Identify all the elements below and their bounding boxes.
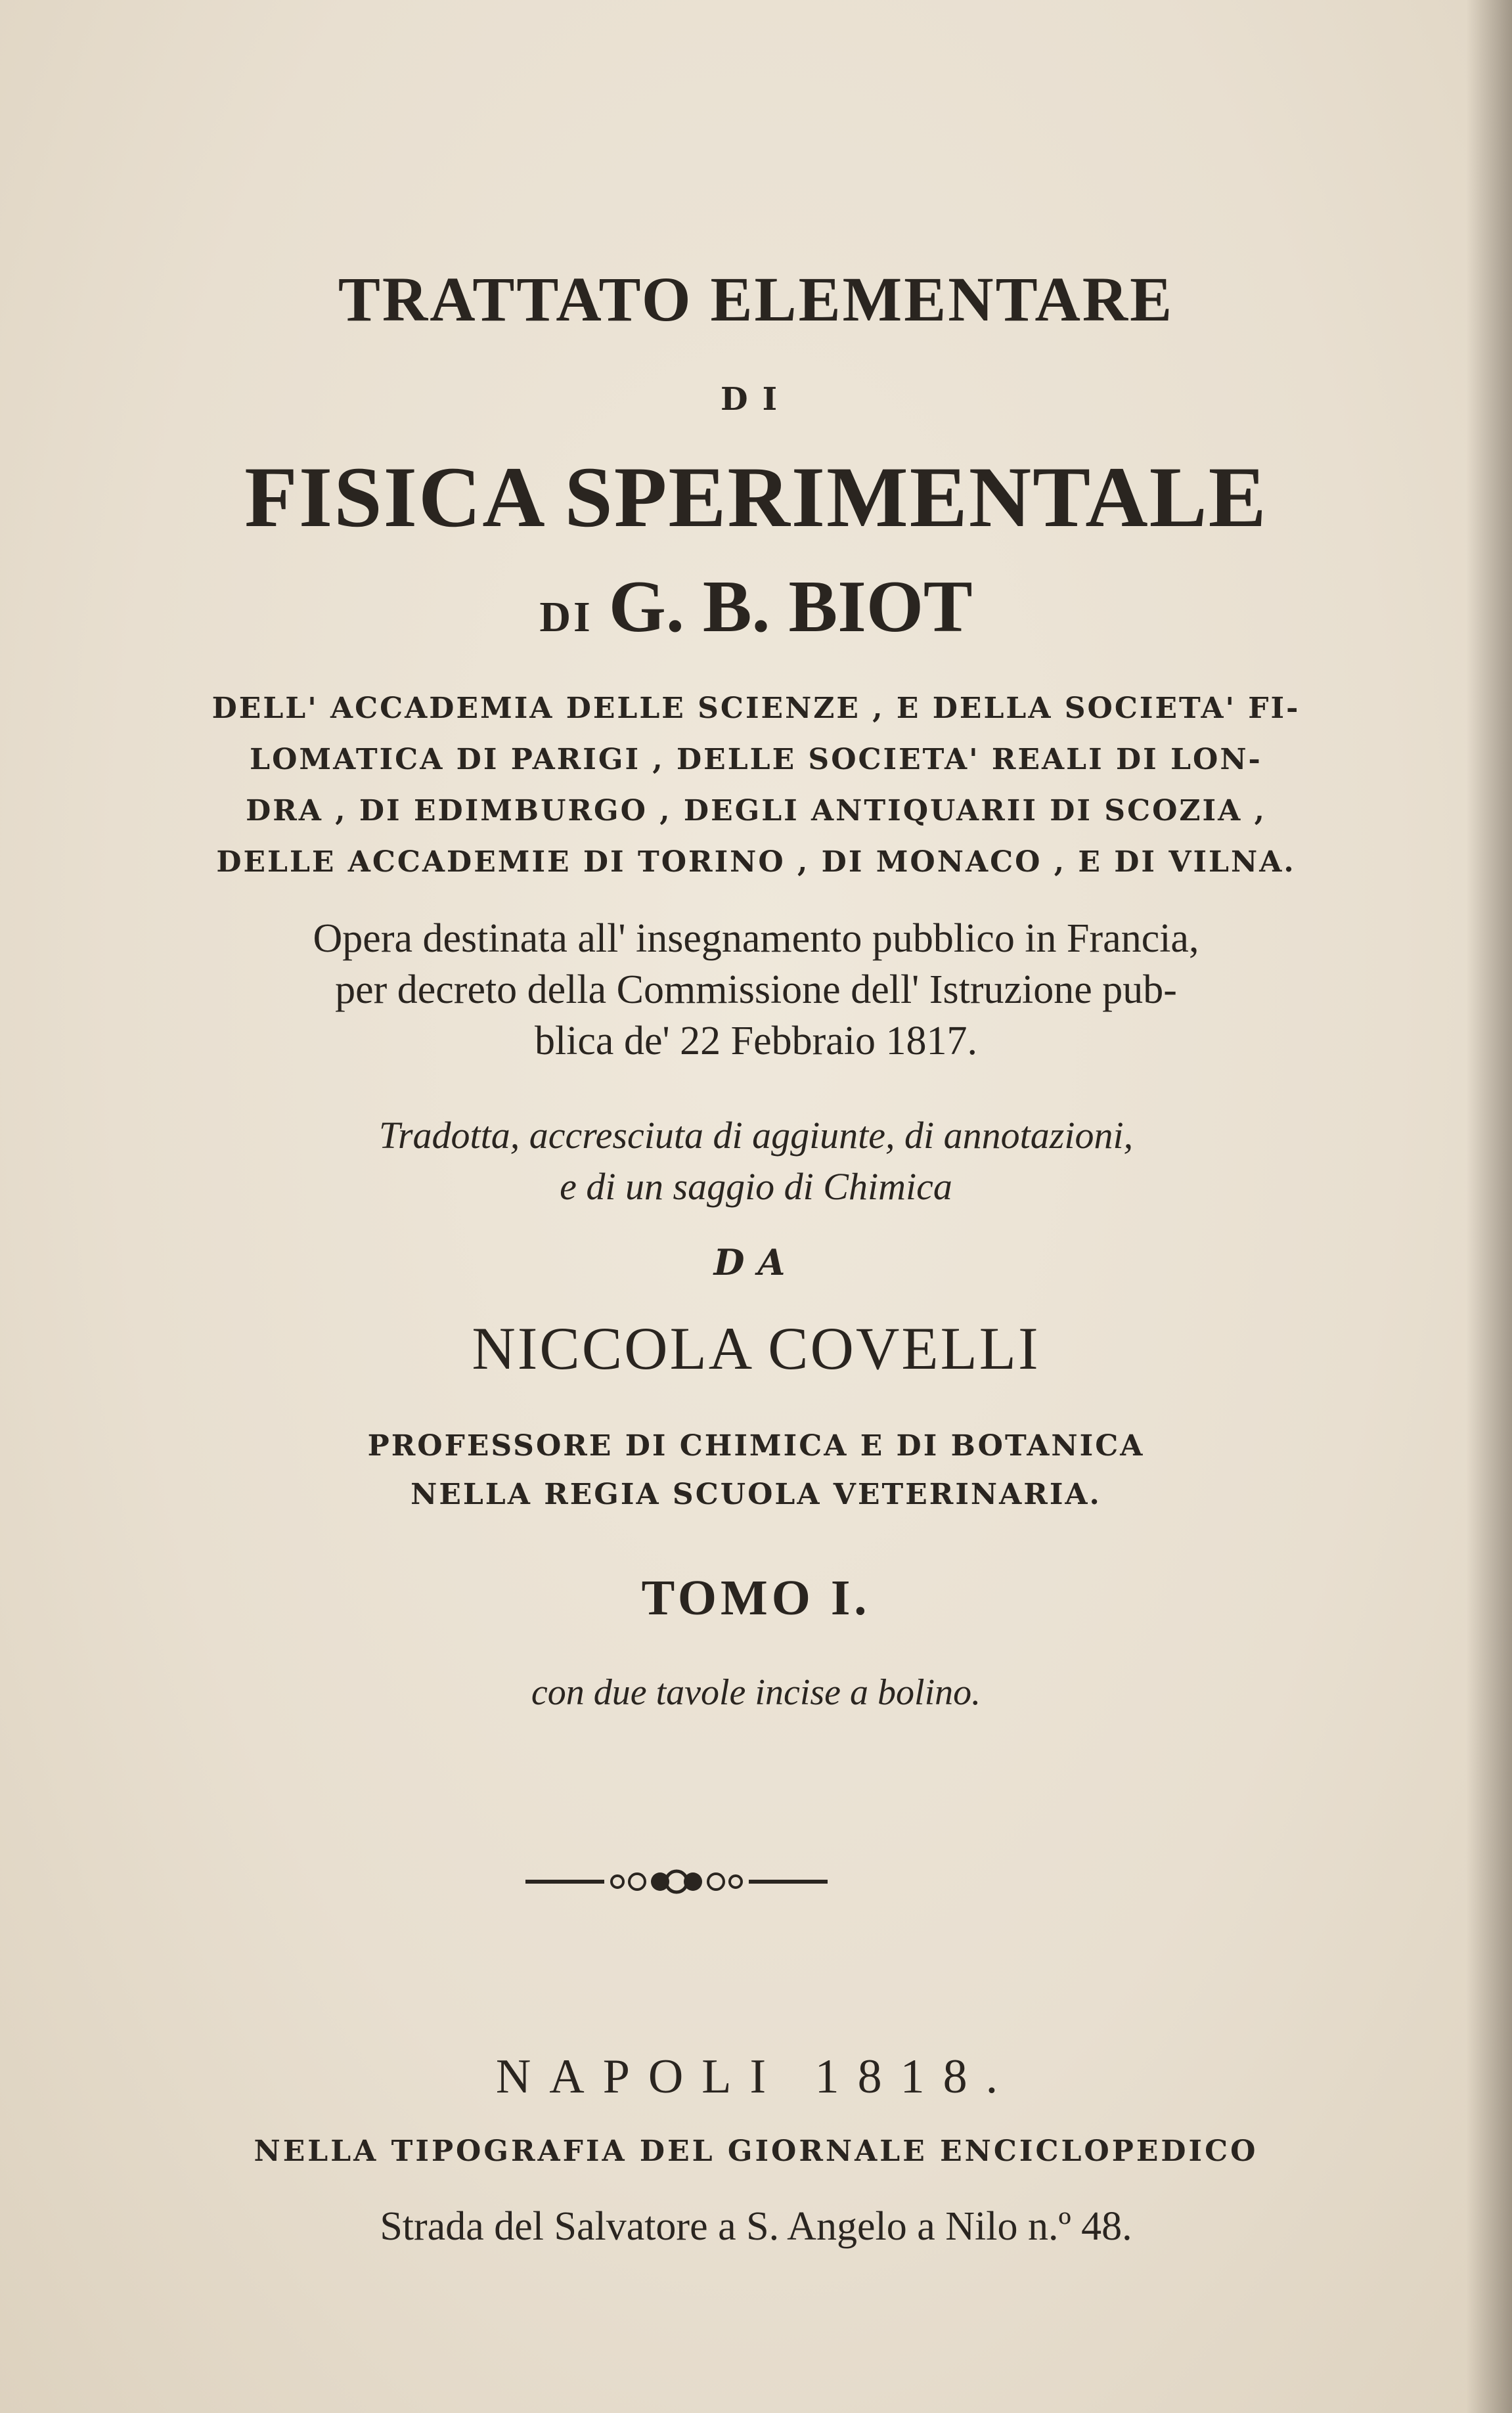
- translator-title: [0, 1422, 1512, 1519]
- title-connector-di: DI: [720, 381, 792, 418]
- translator-title-line: PROFESSORE DI CHIMICA E DI BOTANICA: [367, 1429, 1145, 1463]
- opera-line: Opera destinata all' insegnamento pubblico in Francia,: [313, 916, 1199, 961]
- translation-statement: [0, 1110, 1512, 1212]
- printers-ornament-icon: [525, 1865, 828, 1898]
- imprint-press: NELLA TIPOGRAFIA DEL GIORNALE ENCICLOPEDICO: [254, 2135, 1258, 2168]
- affiliation-line: DELL' ACCADEMIA DELLE SCIENZE , E DELLA SOCIETA' FI-: [211, 692, 1301, 725]
- title-line-2: FISICA SPERIMENTALE: [244, 449, 1268, 545]
- translator-title-line: NELLA REGIA SCUOLA VETERINARIA.: [411, 1478, 1101, 1511]
- author-prefix: DI: [539, 593, 593, 641]
- affiliation-line: DRA , DI EDIMBURGO , DEGLI ANTIQUARII DI SCOZIA ,: [246, 794, 1266, 828]
- tradotta-line: e di un saggio di Chimica: [560, 1165, 952, 1208]
- affiliation-line: DELLE ACCADEMIE DI TORINO , DI MONACO , E DI VILNA.: [216, 845, 1296, 879]
- opera-line: per decreto della Commissione dell' Istruzione pub-: [335, 967, 1177, 1012]
- imprint-address: Strada del Salvatore a S. Angelo a Nilo n.º 48.: [380, 2204, 1132, 2249]
- translator-connector-da: DA: [713, 1241, 799, 1283]
- volume-number: TOMO I.: [641, 1570, 871, 1626]
- tradotta-line: Tradotta, accresciuta di aggiunte, di annotazioni,: [378, 1114, 1134, 1157]
- opera-line: blica de' 22 Febbraio 1817.: [534, 1019, 978, 1063]
- affiliation-line: LOMATICA DI PARIGI , DELLE SOCIETA' REALI DI LON-: [250, 743, 1262, 776]
- imprint-city-year: NAPOLI 1818.: [495, 2050, 1017, 2104]
- translator-name: NICCOLA COVELLI: [472, 1315, 1040, 1382]
- author-line: [0, 565, 1512, 650]
- plates-note: con due tavole incise a bolino.: [531, 1672, 981, 1713]
- author-affiliation: [0, 683, 1512, 888]
- author-name: G. B. BIOT: [608, 566, 973, 648]
- opera-statement: [0, 913, 1512, 1067]
- title-line-1: TRATTATO ELEMENTARE: [338, 264, 1174, 334]
